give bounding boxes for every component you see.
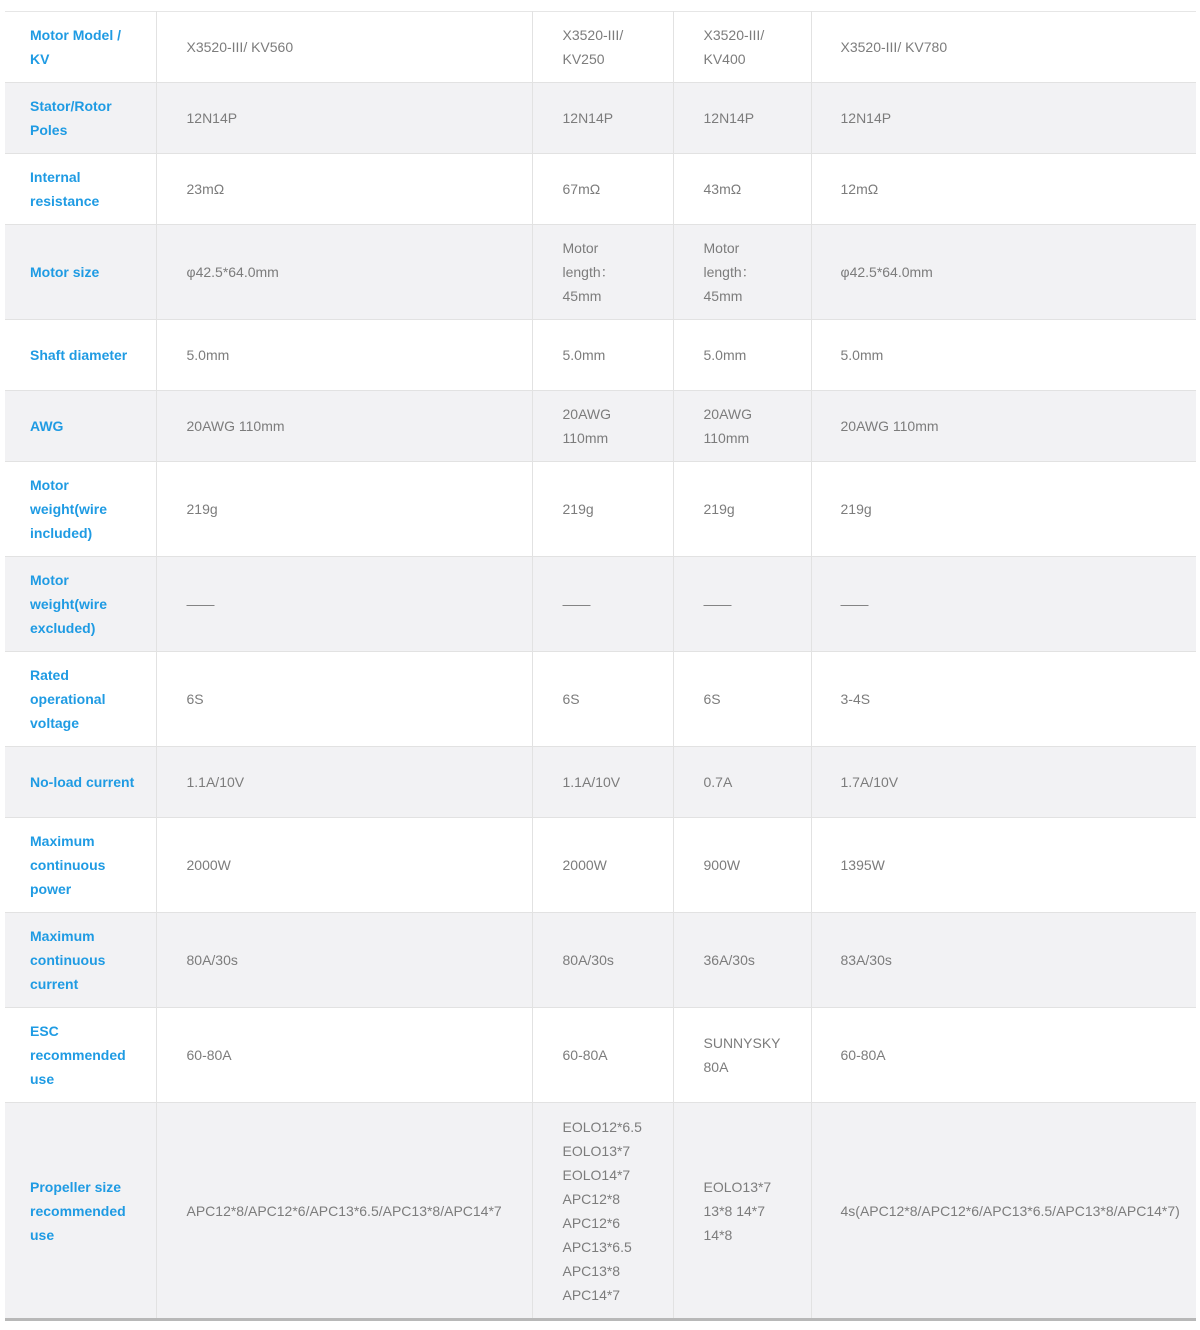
table-cell: [532, 83, 673, 154]
table-cell: [532, 747, 673, 818]
table-cell: [673, 225, 811, 320]
table-row: [5, 1103, 1196, 1320]
value-kv400: 0.7A: [703, 774, 733, 790]
table-row: [5, 83, 1196, 154]
table-cell: [5, 1008, 156, 1103]
table-cell: [811, 1008, 1196, 1103]
table-cell: [156, 557, 532, 652]
value-kv250: 12N14P: [562, 110, 614, 126]
value-kv780: X3520-III/ KV780: [840, 39, 948, 55]
table-cell: [156, 747, 532, 818]
value-kv400: 6S: [703, 691, 721, 707]
table-cell: [5, 83, 156, 154]
table-row: [5, 12, 1196, 83]
value-kv780: 219g: [840, 501, 872, 517]
value-kv780: 83A/30s: [840, 952, 892, 968]
row-label: ESC recommended use: [30, 1023, 126, 1087]
row-label: Motor size: [30, 264, 100, 280]
value-kv250: X3520-III/ KV250: [562, 27, 624, 67]
table-cell: [532, 462, 673, 557]
spec-table-body: [5, 12, 1196, 1320]
table-cell: [811, 747, 1196, 818]
table-cell: [5, 913, 156, 1008]
table-cell: [156, 12, 532, 83]
table-cell: [811, 913, 1196, 1008]
value-kv560: 1.1A/10V: [186, 774, 245, 790]
table-cell: [156, 462, 532, 557]
table-cell: [811, 83, 1196, 154]
value-kv780: 3-4S: [840, 691, 871, 707]
table-cell: [156, 391, 532, 462]
table-cell: [5, 818, 156, 913]
row-label: Internal resistance: [30, 169, 100, 209]
value-kv400: EOLO13*7 13*8 14*7 14*8: [703, 1178, 772, 1243]
table-cell: [5, 320, 156, 391]
table-cell: [673, 747, 811, 818]
table-cell: [811, 12, 1196, 83]
table-cell: [673, 1103, 811, 1320]
value-kv250: Motor length： 45mm: [562, 240, 615, 304]
table-cell: [673, 320, 811, 391]
value-kv780: 20AWG 110mm: [840, 418, 939, 434]
row-label: Propeller size recommended use: [30, 1178, 126, 1243]
value-kv560: ——: [186, 596, 215, 612]
table-cell: [811, 652, 1196, 747]
value-kv560: 5.0mm: [186, 347, 230, 363]
table-cell: [5, 154, 156, 225]
table-row: [5, 818, 1196, 913]
table-cell: [532, 1008, 673, 1103]
value-kv400: ——: [703, 596, 732, 612]
table-row: [5, 320, 1196, 391]
value-kv560: 20AWG 110mm: [186, 418, 285, 434]
value-kv780: 12N14P: [840, 110, 892, 126]
value-kv250: 2000W: [562, 857, 607, 873]
value-kv560: 60-80A: [186, 1047, 232, 1063]
table-cell: [532, 154, 673, 225]
value-kv400: SUNNYSKY 80A: [703, 1035, 781, 1075]
table-cell: [156, 83, 532, 154]
table-cell: [156, 652, 532, 747]
value-kv400: 900W: [703, 857, 741, 873]
spec-table: [5, 11, 1196, 1321]
table-cell: [673, 391, 811, 462]
value-kv250: 67mΩ: [562, 181, 601, 197]
table-cell: [5, 747, 156, 818]
table-cell: [673, 83, 811, 154]
table-cell: [156, 225, 532, 320]
table-row: [5, 747, 1196, 818]
table-row: [5, 557, 1196, 652]
value-kv400: 43mΩ: [703, 181, 742, 197]
value-kv560: 2000W: [186, 857, 231, 873]
table-row: [5, 154, 1196, 225]
row-label: AWG: [30, 418, 64, 434]
value-kv560: X3520-III/ KV560: [186, 39, 294, 55]
table-cell: [673, 557, 811, 652]
value-kv560: 6S: [186, 691, 204, 707]
value-kv780: 5.0mm: [840, 347, 884, 363]
value-kv400: 20AWG 110mm: [703, 406, 752, 446]
value-kv780: φ42.5*64.0mm: [840, 264, 933, 280]
table-cell: [156, 818, 532, 913]
table-cell: [532, 391, 673, 462]
table-cell: [156, 1103, 532, 1320]
value-kv250: 5.0mm: [562, 347, 606, 363]
value-kv250: EOLO12*6.5 EOLO13*7 EOLO14*7 APC12*8 APC12*6 APC13*6.5 APC13*8 APC14*7: [562, 1118, 642, 1303]
value-kv780: 60-80A: [840, 1047, 886, 1063]
table-cell: [532, 913, 673, 1008]
table-cell: [5, 225, 156, 320]
table-cell: [811, 225, 1196, 320]
table-cell: [5, 1103, 156, 1320]
table-cell: [532, 557, 673, 652]
table-cell: [673, 462, 811, 557]
value-kv780: 1395W: [840, 857, 885, 873]
table-cell: [811, 320, 1196, 391]
value-kv250: 20AWG 110mm: [562, 406, 611, 446]
value-kv780: 4s(APC12*8/APC12*6/APC13*6.5/APC13*8/APC14*7): [840, 1202, 1180, 1219]
value-kv400: 5.0mm: [703, 347, 747, 363]
table-cell: [811, 391, 1196, 462]
value-kv560: 80A/30s: [186, 952, 238, 968]
row-label: No-load current: [30, 774, 135, 790]
value-kv250: 80A/30s: [562, 952, 614, 968]
table-cell: [811, 154, 1196, 225]
table-cell: [156, 913, 532, 1008]
table-cell: [5, 557, 156, 652]
row-label: Maximum continuous current: [30, 928, 106, 992]
table-cell: [532, 12, 673, 83]
table-row: [5, 913, 1196, 1008]
table-cell: [811, 818, 1196, 913]
value-kv560: 23mΩ: [186, 181, 225, 197]
table-cell: [811, 557, 1196, 652]
table-cell: [156, 154, 532, 225]
value-kv250: ——: [562, 596, 591, 612]
value-kv560: APC12*8/APC12*6/APC13*6.5/APC13*8/APC14*7: [186, 1202, 502, 1219]
table-row: [5, 462, 1196, 557]
table-row: [5, 652, 1196, 747]
value-kv250: 6S: [562, 691, 580, 707]
value-kv780: 1.7A/10V: [840, 774, 899, 790]
table-cell: [811, 1103, 1196, 1320]
table-cell: [5, 652, 156, 747]
row-label: Shaft diameter: [30, 347, 128, 363]
table-cell: [532, 1103, 673, 1320]
table-row: [5, 391, 1196, 462]
value-kv250: 1.1A/10V: [562, 774, 621, 790]
value-kv400: 36A/30s: [703, 952, 755, 968]
value-kv780: 12mΩ: [840, 181, 879, 197]
table-cell: [5, 12, 156, 83]
row-label: Motor Model / KV: [30, 27, 121, 67]
value-kv400: 219g: [703, 501, 735, 517]
value-kv400: Motor length： 45mm: [703, 240, 756, 304]
table-cell: [811, 462, 1196, 557]
value-kv780: ——: [840, 596, 869, 612]
value-kv400: X3520-III/ KV400: [703, 27, 765, 67]
row-label: Maximum continuous power: [30, 833, 106, 897]
value-kv560: φ42.5*64.0mm: [186, 264, 279, 280]
table-cell: [532, 225, 673, 320]
row-label: Motor weight(wire excluded): [30, 572, 108, 636]
table-cell: [156, 1008, 532, 1103]
table-cell: [673, 913, 811, 1008]
table-cell: [673, 652, 811, 747]
table-cell: [5, 462, 156, 557]
table-row: [5, 225, 1196, 320]
value-kv560: 12N14P: [186, 110, 238, 126]
table-cell: [673, 154, 811, 225]
table-cell: [532, 652, 673, 747]
value-kv560: 219g: [186, 501, 218, 517]
table-cell: [673, 1008, 811, 1103]
value-kv400: 12N14P: [703, 110, 755, 126]
row-label: Stator/Rotor Poles: [30, 98, 112, 138]
table-cell: [532, 320, 673, 391]
row-label: Motor weight(wire included): [30, 477, 108, 541]
row-label: Rated operational voltage: [30, 667, 106, 731]
table-cell: [532, 818, 673, 913]
table-cell: [673, 818, 811, 913]
table-row: [5, 1008, 1196, 1103]
value-kv250: 219g: [562, 501, 594, 517]
value-kv250: 60-80A: [562, 1047, 608, 1063]
table-cell: [156, 320, 532, 391]
table-cell: [673, 12, 811, 83]
table-cell: [5, 391, 156, 462]
